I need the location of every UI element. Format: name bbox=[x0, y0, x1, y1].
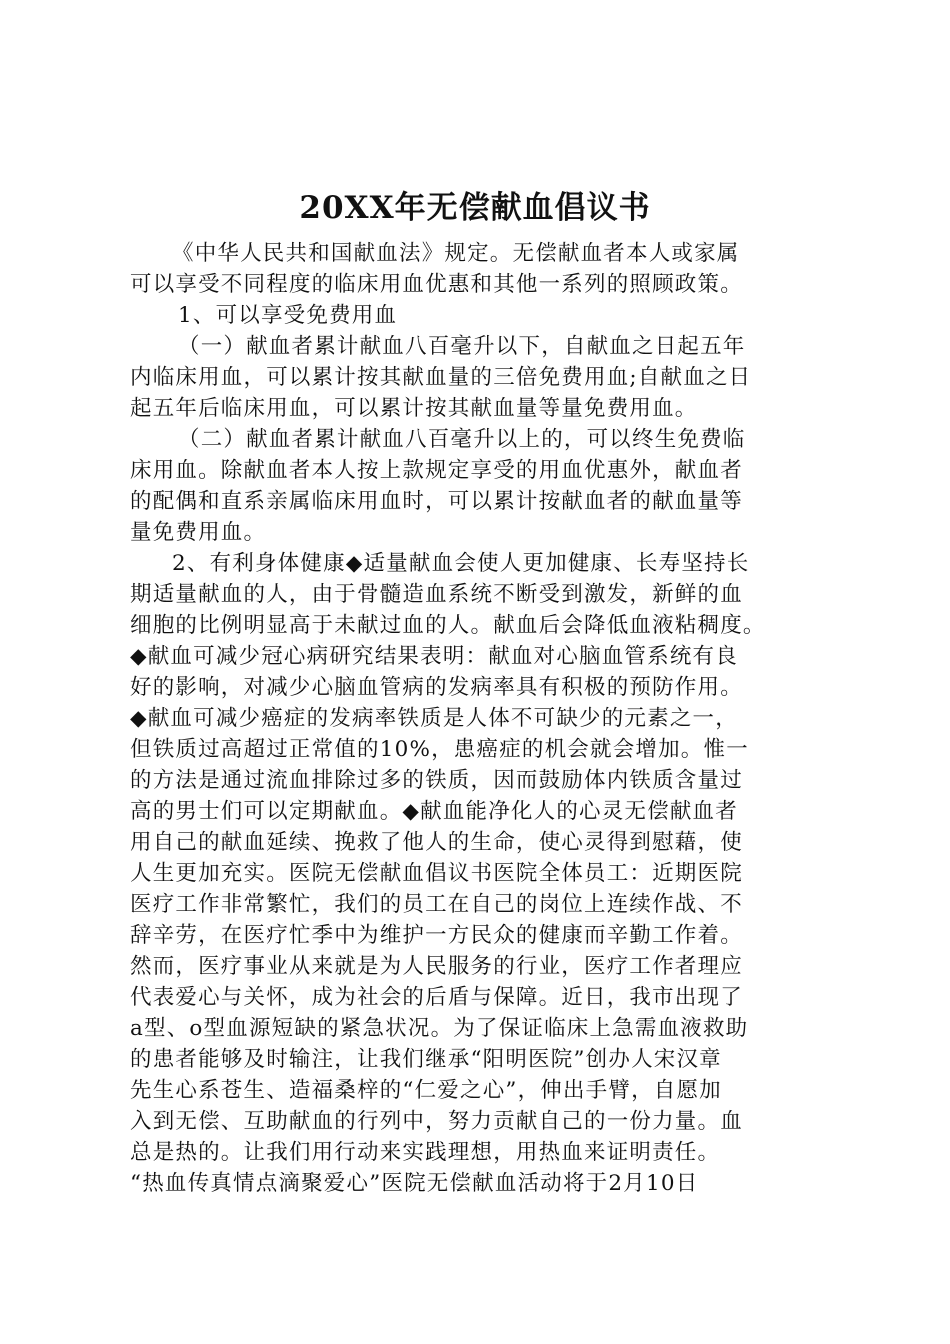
body-line: 入到无偿、互助献血的行列中，努力贡献自己的一份力量。血 bbox=[130, 1109, 743, 1134]
body-line: （二）献血者累计献血八百毫升以上的，可以终生免费临 bbox=[178, 427, 746, 452]
body-line: 量免费用血。 bbox=[130, 520, 267, 545]
body-line: 用自己的献血延续、挽救了他人的生命，使心灵得到慰藉，使 bbox=[130, 830, 743, 855]
body-line: ◆献血可减少癌症的发病率铁质是人体不可缺少的元素之一， bbox=[130, 706, 738, 731]
body-line: 先生心系苍生、造福桑梓的“仁爱之心”，伸出手臂，自愿加 bbox=[130, 1078, 722, 1103]
body-line: 的配偶和直系亲属临床用血时，可以累计按献血者的献血量等 bbox=[130, 489, 743, 514]
body-line: （一）献血者累计献血八百毫升以下，自献血之日起五年 bbox=[178, 334, 746, 359]
body-line: 可以享受不同程度的临床用血优惠和其他一系列的照顾政策。 bbox=[130, 272, 743, 297]
body-line: 然而，医疗事业从来就是为人民服务的行业，医疗工作者理应 bbox=[130, 954, 743, 979]
body-line: 起五年后临床用血，可以累计按其献血量等量免费用血。 bbox=[130, 396, 698, 421]
body-line: 人生更加充实。医院无偿献血倡议书医院全体员工：近期医院 bbox=[130, 861, 743, 886]
body-line: 期适量献血的人，由于骨髓造血系统不断受到激发，新鲜的血 bbox=[130, 582, 743, 607]
body-line: 高的男士们可以定期献血。◆献血能净化人的心灵无偿献血者 bbox=[130, 799, 738, 824]
body-line: 的患者能够及时输注，让我们继承“阳明医院”创办人宋汉章 bbox=[130, 1047, 722, 1072]
body-line: 总是热的。让我们用行动来实践理想，用热血来证明责任。 bbox=[130, 1140, 721, 1165]
body-line: 辞辛劳，在医疗忙季中为维护一方民众的健康而辛勤工作着。 bbox=[130, 923, 743, 948]
body-line: 床用血。除献血者本人按上款规定享受的用血优惠外，献血者 bbox=[130, 458, 743, 483]
body-line: 但铁质过高超过正常值的10%，患癌症的机会就会增加。惟一 bbox=[130, 737, 749, 762]
body-line: 代表爱心与关怀，成为社会的后盾与保障。近日，我市出现了 bbox=[130, 985, 743, 1010]
body-line: ◆献血可减少冠心病研究结果表明：献血对心脑血管系统有良 bbox=[130, 644, 738, 669]
document-body bbox=[130, 238, 855, 1199]
body-line: 内临床用血，可以累计按其献血量的三倍免费用血;自献血之日 bbox=[130, 365, 752, 390]
body-line: 1、可以享受免费用血 bbox=[178, 303, 398, 328]
body-line: a型、o型血源短缺的紧急状况。为了保证临床上急需血液救助 bbox=[130, 1016, 749, 1041]
body-line: 2、有利身体健康◆适量献血会使人更加健康、长寿坚持长 bbox=[172, 551, 750, 576]
document-title: 20XX年无偿献血倡议书 bbox=[299, 190, 651, 226]
body-line: 医疗工作非常繁忙，我们的员工在自己的岗位上连续作战、不 bbox=[130, 892, 743, 917]
body-line: 细胞的比例明显高于未献过血的人。献血后会降低血液粘稠度。 bbox=[130, 613, 766, 638]
body-line: 好的影响，对减少心脑血管病的发病率具有积极的预防作用。 bbox=[130, 675, 743, 700]
body-line: “热血传真情点滴聚爱心”医院无偿献血活动将于2月10日 bbox=[130, 1171, 699, 1196]
body-line: 的方法是通过流血排除过多的铁质，因而鼓励体内铁质含量过 bbox=[130, 768, 743, 793]
body-line: 《中华人民共和国献血法》规定。无偿献血者本人或家属 bbox=[172, 241, 740, 266]
